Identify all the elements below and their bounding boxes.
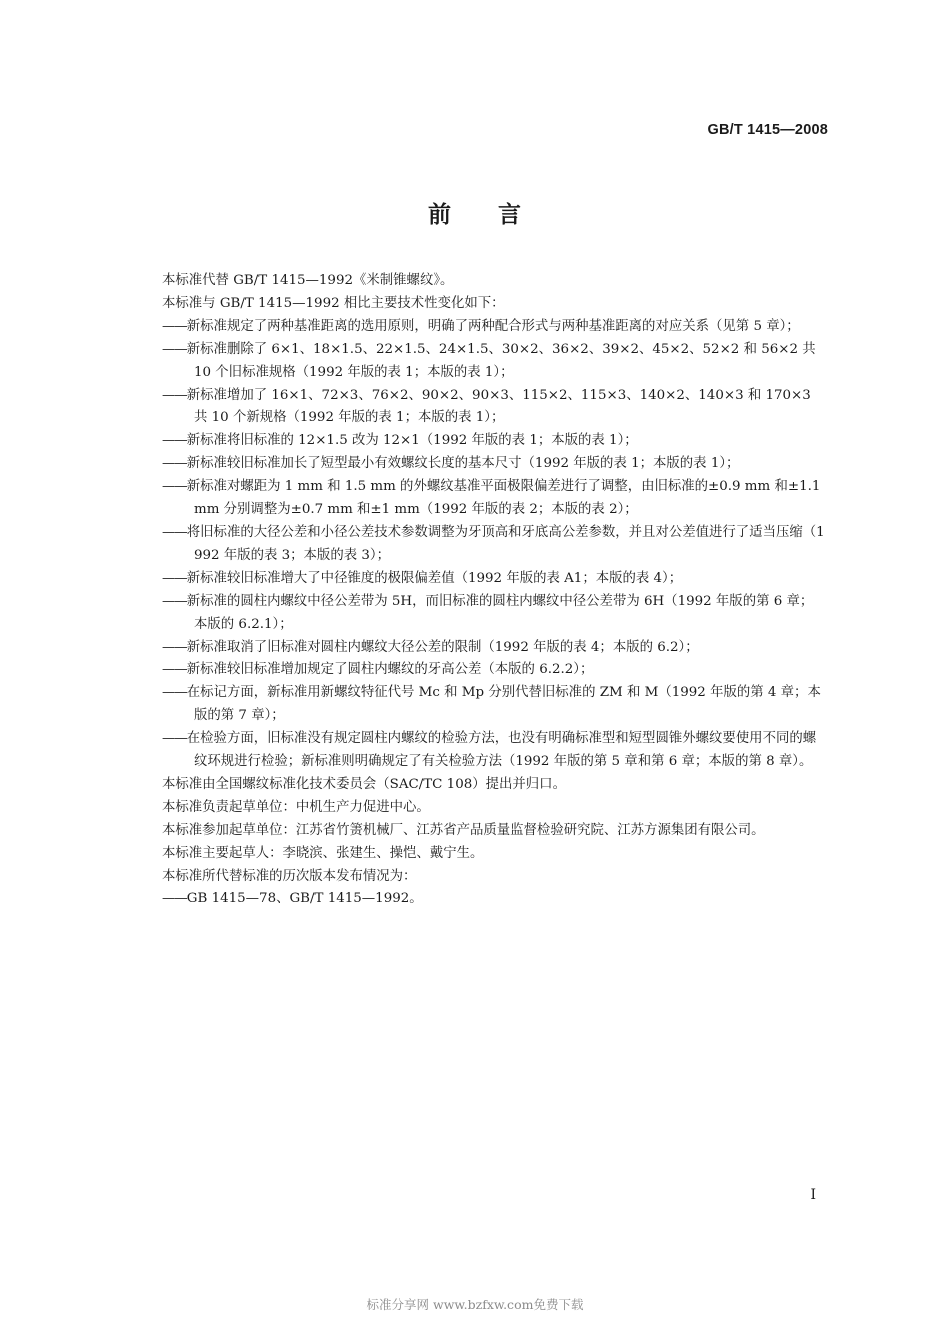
dash-marker: —— — [162, 593, 187, 609]
page-title — [0, 196, 950, 229]
paragraph-version-history: 本标准所代替标准的历次版本发布情况为： — [162, 868, 417, 884]
paragraph-replaces: 本标准代替 GB/T 1415—1992《米制锥螺纹》。 — [162, 273, 454, 288]
paragraph-participating-drafters: 本标准参加起草单位：江苏省竹箦机械厂、江苏省产品质量监督检验研究院、江苏方源集团有限公司。 — [162, 822, 765, 838]
dash-marker: —— — [162, 731, 187, 747]
watermark: 标准分享网 www.bzfxw.com免费下载 — [366, 1297, 584, 1312]
change-item — [136, 591, 826, 637]
dash-marker: —— — [162, 570, 187, 586]
change-item-text: 新标准规定了两种基准距离的选用原则，明确了两种配合形式与两种基准距离的对应关系（见第 5 章）； — [186, 318, 800, 334]
dash-marker: —— — [162, 524, 187, 540]
change-item — [136, 430, 826, 453]
change-item — [136, 522, 826, 568]
paragraph-main-drafters: 本标准主要起草人：李晓滨、张建生、操恺、戴宁生。 — [162, 845, 484, 861]
dash-marker: —— — [162, 341, 187, 357]
change-item-text: 在检验方面，旧标准没有规定圆柱内螺纹的检验方法，也没有明确标准型和短型圆锥外螺纹要使用不同的螺纹环规进行检验；新标准则明确规定了有关检验方法（1992 年版的第 5 章和第 6 章；本版的第 8 章）。 — [186, 731, 817, 770]
title-char-1: 前 — [428, 202, 452, 228]
change-item — [136, 682, 826, 728]
change-item-text: 新标准较旧标准加长了短型最小有效螺纹长度的基本尺寸（1992 年版的表 1；本版的表 1）； — [186, 456, 740, 472]
change-item-text: 新标准的圆柱内螺纹中径公差带为 5H，而旧标准的圆柱内螺纹中径公差带为 6H（1992 年版的第 6 章；本版的 6.2.1）； — [186, 593, 814, 632]
change-item-text: 新标准删除了 6×1、18×1.5、22×1.5、24×1.5、30×2、36×2、39×2、45×2、52×2 和 56×2 共 10 个旧标准规格（1992 年版的表 1；本版的表 1）； — [186, 341, 816, 380]
version-history-item — [136, 888, 826, 911]
change-item — [136, 568, 826, 591]
change-item — [136, 453, 826, 476]
page-number: I — [810, 1187, 816, 1203]
change-item — [136, 476, 826, 522]
title-char-2: 言 — [498, 202, 522, 228]
change-item-text: 将旧标准的大径公差和小径公差技术参数调整为牙顶高和牙底高公差参数，并且对公差值进行了适当压缩（1992 年版的表 3；本版的表 3）； — [186, 524, 825, 563]
change-item-text: 在标记方面，新标准用新螺纹特征代号 Mc 和 Mp 分别代替旧标准的 ZM 和 M（1992 年版的第 4 章；本版的第 7 章）； — [186, 685, 821, 724]
change-item-text: 新标准较旧标准增大了中径锥度的极限偏差值（1992 年版的表 A1；本版的表 4）； — [186, 570, 683, 586]
dash-marker: —— — [162, 387, 187, 403]
standard-code: GB/T 1415—2008 — [707, 122, 828, 138]
change-item — [136, 659, 826, 682]
change-item-text: 新标准取消了旧标准对圆柱内螺纹大径公差的限制（1992 年版的表 4；本版的 6.2）； — [186, 639, 699, 655]
dash-marker: —— — [162, 685, 187, 701]
change-item — [136, 637, 826, 660]
version-history-text: GB 1415—78、GB/T 1415—1992。 — [186, 891, 423, 907]
paragraph-changes-intro: 本标准与 GB/T 1415—1992 相比主要技术性变化如下： — [162, 295, 505, 311]
change-item — [136, 385, 826, 431]
dash-marker: —— — [162, 891, 187, 907]
change-item — [136, 316, 826, 339]
dash-marker: —— — [162, 479, 187, 495]
dash-marker: —— — [162, 318, 187, 334]
change-item-text: 新标准对螺距为 1 mm 和 1.5 mm 的外螺纹基准平面极限偏差进行了调整，由旧标准的±0.9 mm 和±1.1 mm 分别调整为±0.7 mm 和±1 mm（1992 年版的表 2；本版的表 2）； — [186, 479, 821, 518]
dash-marker: —— — [162, 433, 187, 449]
change-item — [136, 339, 826, 385]
change-item-text: 新标准较旧标准增加规定了圆柱内螺纹的牙高公差（本版的 6.2.2）； — [186, 662, 594, 678]
paragraph-lead-drafter: 本标准负责起草单位：中机生产力促进中心。 — [162, 799, 430, 815]
dash-marker: —— — [162, 456, 187, 472]
dash-marker: —— — [162, 639, 187, 655]
foreword-body — [136, 270, 826, 911]
paragraph-proposer: 本标准由全国螺纹标准化技术委员会（SAC/TC 108）提出并归口。 — [162, 776, 566, 792]
change-item — [136, 728, 826, 774]
dash-marker: —— — [162, 662, 187, 678]
change-item-text: 新标准增加了 16×1、72×3、76×2、90×2、90×3、115×2、115×3、140×2、140×3 和 170×3 共 10 个新规格（1992 年版的表 1；本版的表 1）； — [186, 387, 811, 426]
change-item-text: 新标准将旧标准的 12×1.5 改为 12×1（1992 年版的表 1；本版的表 1）； — [186, 433, 638, 449]
